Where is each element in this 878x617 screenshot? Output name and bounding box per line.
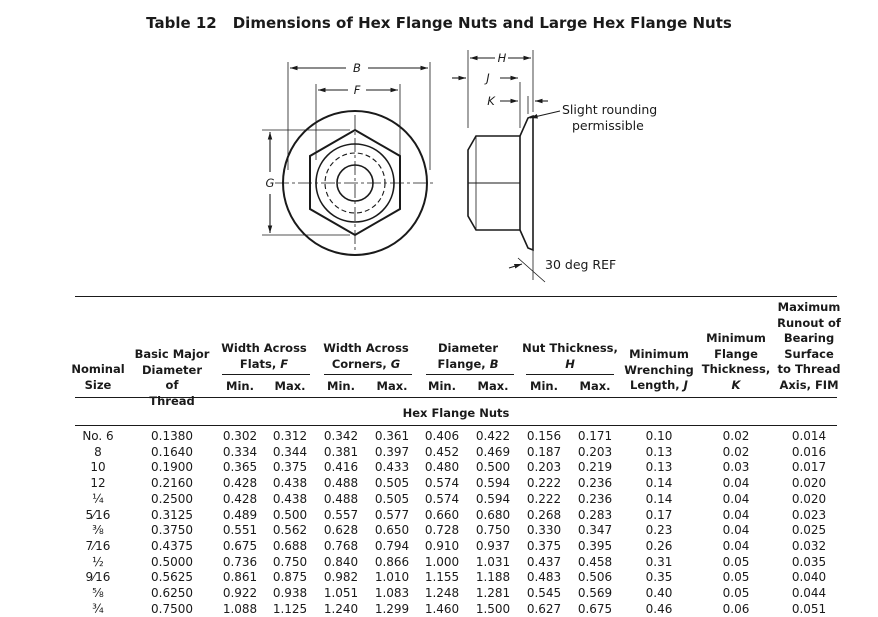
section-title: Hex Flange Nuts: [402, 406, 510, 420]
cell-g-min: 0.416: [323, 460, 359, 475]
cell-h-max: 0.236: [577, 491, 613, 506]
cell-size: 7⁄16: [85, 538, 111, 553]
cell-basic: 0.4375: [151, 538, 193, 553]
cell-g-min: 0.768: [323, 538, 359, 553]
cell-j: 0.13: [645, 460, 673, 475]
header-max-runout: Maximum Runout of Bearing Surface to Thread Axis, FIM: [777, 300, 841, 392]
cell-basic: 0.1900: [151, 460, 193, 475]
cell-h-max: 0.283: [577, 507, 613, 522]
cell-j: 0.13: [645, 444, 673, 459]
header-b-max: Max.: [477, 379, 509, 393]
cell-fim: 0.025: [791, 523, 827, 538]
cell-g-min: 0.982: [323, 570, 359, 585]
cell-k: 0.05: [722, 586, 750, 600]
cell-g-min: 0.488: [323, 491, 359, 506]
cell-f-min: 0.675: [222, 538, 258, 553]
cell-h-max: 0.236: [577, 476, 613, 491]
cell-size: 9⁄16: [85, 570, 111, 585]
cell-h-min: 0.268: [526, 507, 562, 522]
label-h: H: [497, 51, 507, 65]
underline-nut-thickness: [526, 374, 614, 375]
table-row: [0, 602, 878, 617]
underline-diameter-flange: [426, 374, 514, 375]
cell-f-max: 0.344: [272, 444, 308, 459]
label-g: G: [265, 176, 275, 190]
cell-h-min: 0.375: [526, 538, 562, 553]
table-top-rule: [75, 296, 837, 297]
cell-k: 0.04: [722, 507, 750, 522]
table-row: [0, 429, 878, 445]
cell-j: 0.40: [645, 586, 673, 600]
cell-h-min: 0.627: [526, 601, 562, 616]
cell-size: 5⁄16: [85, 507, 111, 522]
cell-k: 0.02: [722, 429, 750, 443]
cell-g-max: 0.794: [374, 538, 410, 553]
cell-g-min: 0.342: [323, 429, 359, 443]
cell-g-max: 0.505: [374, 476, 410, 491]
cell-f-min: 0.365: [222, 460, 258, 475]
cell-b-max: 1.281: [475, 586, 511, 600]
cell-j: 0.10: [645, 429, 673, 443]
note-angle: 30 deg REF: [545, 257, 617, 272]
cell-b-max: 1.031: [475, 554, 511, 569]
cell-f-min: 0.922: [222, 586, 258, 600]
cell-h-min: 0.222: [526, 476, 562, 491]
cell-b-max: 0.680: [475, 507, 511, 522]
cell-size: 10: [90, 460, 106, 475]
cell-b-min: 0.406: [424, 429, 460, 443]
cell-basic: 0.5625: [151, 570, 193, 585]
cell-size: No. 6: [82, 429, 114, 443]
table-number: Table 12: [146, 14, 217, 32]
cell-j: 0.35: [645, 570, 673, 585]
header-f-max: Max.: [274, 379, 306, 393]
cell-g-max: 0.866: [374, 554, 410, 569]
cell-b-min: 0.574: [424, 476, 460, 491]
cell-h-min: 0.483: [526, 570, 562, 585]
cell-basic: 0.3125: [151, 507, 193, 522]
cell-f-min: 0.428: [222, 476, 258, 491]
cell-f-max: 0.438: [272, 476, 308, 491]
cell-f-max: 0.875: [272, 570, 308, 585]
cell-k: 0.04: [722, 523, 750, 538]
header-width-corners: Width Across Corners, G: [323, 341, 409, 371]
cell-k: 0.06: [722, 601, 750, 616]
cell-g-max: 1.299: [374, 601, 410, 616]
cell-f-min: 0.736: [222, 554, 258, 569]
cell-fim: 0.020: [791, 476, 827, 491]
table-row: [0, 508, 878, 524]
cell-j: 0.26: [645, 538, 673, 553]
header-h-min: Min.: [530, 379, 558, 393]
header-min-wrenching: Minimum Wrenching Length, J: [624, 347, 694, 392]
label-f: F: [353, 83, 361, 97]
cell-fim: 0.051: [791, 601, 827, 616]
cell-size: ⅝: [92, 586, 104, 600]
cell-g-min: 1.240: [323, 601, 359, 616]
underline-width-flats: [222, 374, 310, 375]
note-rounding-2: permissible: [572, 118, 644, 133]
cell-j: 0.14: [645, 476, 673, 491]
cell-f-max: 0.750: [272, 554, 308, 569]
cell-b-min: 1.155: [424, 570, 460, 585]
header-min-flange: Minimum Flange Thickness, K: [701, 331, 771, 392]
header-g-min: Min.: [327, 379, 355, 393]
cell-j: 0.31: [645, 554, 673, 569]
cell-size: ⅜: [92, 523, 104, 538]
cell-h-max: 0.219: [577, 460, 613, 475]
cell-fim: 0.040: [791, 570, 827, 585]
cell-f-min: 0.551: [222, 523, 258, 538]
cell-basic: 0.2500: [151, 491, 193, 506]
cell-h-max: 0.675: [577, 601, 613, 616]
table-row: [0, 492, 878, 508]
cell-g-min: 0.488: [323, 476, 359, 491]
cell-b-max: 0.594: [475, 476, 511, 491]
label-k: K: [487, 94, 495, 108]
cell-b-max: 1.500: [475, 601, 511, 616]
cell-basic: 0.6250: [151, 586, 193, 600]
flange-side-outline: [520, 116, 533, 250]
cell-k: 0.02: [722, 444, 750, 459]
cell-b-max: 0.469: [475, 444, 511, 459]
cell-fim: 0.044: [791, 586, 827, 600]
cell-size: ¼: [92, 491, 104, 506]
label-j: J: [486, 71, 490, 85]
table-row: [0, 555, 878, 571]
cell-g-min: 0.381: [323, 444, 359, 459]
cell-b-min: 0.574: [424, 491, 460, 506]
cell-f-min: 0.861: [222, 570, 258, 585]
cell-g-max: 0.433: [374, 460, 410, 475]
cell-h-min: 0.156: [526, 429, 562, 443]
cell-fim: 0.023: [791, 507, 827, 522]
table-row: [0, 460, 878, 476]
cell-f-max: 0.688: [272, 538, 308, 553]
cell-b-max: 0.750: [475, 523, 511, 538]
header-g-max: Max.: [376, 379, 408, 393]
cell-h-min: 0.203: [526, 460, 562, 475]
note-rounding-1: Slight rounding: [562, 102, 658, 117]
cell-h-max: 0.203: [577, 444, 613, 459]
table-row: [0, 539, 878, 555]
underline-width-corners: [324, 374, 412, 375]
table-caption: Dimensions of Hex Flange Nuts and Large Hex Flange Nuts: [232, 14, 732, 32]
cell-size: ¾: [92, 601, 104, 616]
cell-g-min: 0.840: [323, 554, 359, 569]
cell-f-max: 0.312: [272, 429, 308, 443]
cell-f-min: 1.088: [222, 601, 258, 616]
cell-b-min: 1.000: [424, 554, 460, 569]
cell-size: 12: [90, 476, 106, 491]
cell-fim: 0.017: [791, 460, 827, 475]
cell-k: 0.05: [722, 554, 750, 569]
cell-g-min: 0.557: [323, 507, 359, 522]
header-basic-diameter: Basic Major Diameter of Thread: [134, 347, 210, 408]
cell-b-max: 0.422: [475, 429, 511, 443]
header-bottom-rule: [75, 397, 837, 398]
cell-g-max: 0.577: [374, 507, 410, 522]
cell-f-min: 0.334: [222, 444, 258, 459]
header-nut-thickness: Nut Thickness, H: [522, 341, 618, 371]
header-width-flats: Width Across Flats, F: [221, 341, 307, 371]
cell-fim: 0.035: [791, 554, 827, 569]
cell-fim: 0.032: [791, 538, 827, 553]
cell-b-min: 0.728: [424, 523, 460, 538]
cell-j: 0.17: [645, 507, 673, 522]
cell-b-max: 0.937: [475, 538, 511, 553]
cell-fim: 0.014: [791, 429, 827, 443]
cell-basic: 0.2160: [151, 476, 193, 491]
cell-b-min: 1.248: [424, 586, 460, 600]
cell-basic: 0.3750: [151, 523, 193, 538]
table-row: [0, 523, 878, 539]
cell-k: 0.05: [722, 570, 750, 585]
cell-size: 8: [94, 444, 102, 459]
section-rule: [75, 425, 837, 426]
table-row: [0, 586, 878, 602]
header-f-min: Min.: [226, 379, 254, 393]
cell-b-max: 0.500: [475, 460, 511, 475]
cell-f-min: 0.428: [222, 491, 258, 506]
cell-h-min: 0.545: [526, 586, 562, 600]
cell-h-min: 0.222: [526, 491, 562, 506]
cell-basic: 0.1380: [151, 429, 193, 443]
cell-g-min: 0.628: [323, 523, 359, 538]
header-h-max: Max.: [579, 379, 611, 393]
cell-h-max: 0.569: [577, 586, 613, 600]
cell-b-min: 0.910: [424, 538, 460, 553]
header-nominal-size: Nominal Size: [71, 362, 125, 392]
cell-b-min: 0.452: [424, 444, 460, 459]
cell-fim: 0.020: [791, 491, 827, 506]
cell-b-min: 1.460: [424, 601, 460, 616]
table-row: [0, 570, 878, 586]
cell-h-min: 0.187: [526, 444, 562, 459]
cell-g-max: 0.505: [374, 491, 410, 506]
cell-b-min: 0.660: [424, 507, 460, 522]
hex-flange-nut-drawing: [0, 0, 878, 300]
cell-h-max: 0.347: [577, 523, 613, 538]
cell-h-max: 0.458: [577, 554, 613, 569]
cell-j: 0.14: [645, 491, 673, 506]
cell-g-max: 0.361: [374, 429, 410, 443]
cell-b-max: 0.594: [475, 491, 511, 506]
cell-k: 0.04: [722, 476, 750, 491]
cell-b-max: 1.188: [475, 570, 511, 585]
cell-f-min: 0.302: [222, 429, 258, 443]
cell-f-min: 0.489: [222, 507, 258, 522]
cell-h-min: 0.437: [526, 554, 562, 569]
cell-g-min: 1.051: [323, 586, 359, 600]
cell-h-max: 0.506: [577, 570, 613, 585]
cell-k: 0.04: [722, 491, 750, 506]
cell-basic: 0.7500: [151, 601, 193, 616]
cell-basic: 0.5000: [151, 554, 193, 569]
cell-j: 0.23: [645, 523, 673, 538]
cell-b-min: 0.480: [424, 460, 460, 475]
cell-h-max: 0.171: [577, 429, 613, 443]
table-row: [0, 476, 878, 492]
label-b: B: [353, 61, 361, 75]
cell-h-min: 0.330: [526, 523, 562, 538]
cell-size: ½: [92, 554, 104, 569]
cell-g-max: 0.650: [374, 523, 410, 538]
cell-f-max: 0.938: [272, 586, 308, 600]
cell-h-max: 0.395: [577, 538, 613, 553]
cell-basic: 0.1640: [151, 444, 193, 459]
cell-k: 0.03: [722, 460, 750, 475]
cell-f-max: 0.375: [272, 460, 308, 475]
cell-f-max: 0.500: [272, 507, 308, 522]
cell-j: 0.46: [645, 601, 673, 616]
cell-g-max: 1.083: [374, 586, 410, 600]
cell-k: 0.04: [722, 538, 750, 553]
cell-f-max: 0.562: [272, 523, 308, 538]
cell-fim: 0.016: [791, 444, 827, 459]
header-diameter-flange: Diameter Flange, B: [437, 341, 499, 371]
cell-g-max: 1.010: [374, 570, 410, 585]
table-row: [0, 445, 878, 461]
cell-g-max: 0.397: [374, 444, 410, 459]
cell-f-max: 0.438: [272, 491, 308, 506]
header-b-min: Min.: [428, 379, 456, 393]
cell-f-max: 1.125: [272, 601, 308, 616]
